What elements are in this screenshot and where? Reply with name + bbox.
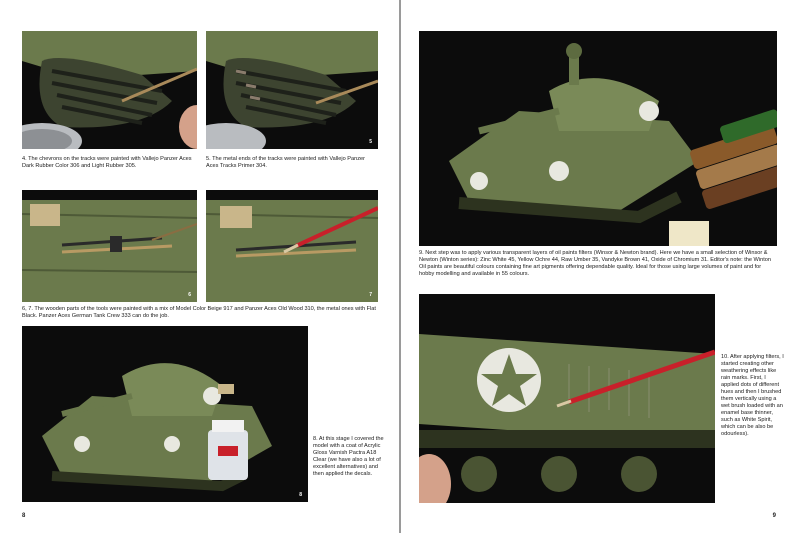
engine-deck-illustration: [206, 190, 378, 302]
caption-9: 9. Next step was to apply various transparent layers of oil paints filters (Winsor & Newton brand). Here we have a small selection of Winsor & Newton (Winton series): Zinc White 45, Yellow Ochre 44, Raw Umber 35, Vandyke Brown 41, Oxide of Chromium 31. Editor's note: the Winton Oil paints are beautiful colours containing fine art pigments offering dependable quality. Ideal for those using large volumes of paint and for hobby modelling and available in 55 colours.: [419, 250, 771, 277]
caption-8: 8. At this stage I covered the model with a coat of Acrylic Gloss Varnish Pactra A18 Clear (we have also a lot of excellent alternatives) and then applied the decals.: [313, 436, 384, 477]
caption-10: 10. After applying filters, I started creating other weathering effects like rain marks. First, I applied dots of different hues and then I brushed them vertically using a wet brush loaded with an enamel base thinner, such as White Spirit, which can be also be odourless).: [721, 354, 784, 437]
photo-number-7: 7: [369, 292, 372, 298]
tank-track-illustration: [206, 31, 378, 149]
photo-9-oil-paints: [419, 31, 777, 246]
tank-track-illustration: [22, 31, 197, 149]
photo-8-varnish: [22, 326, 308, 502]
tank-with-oil-paints-illustration: [419, 31, 777, 246]
photo-7-tools: [206, 190, 378, 302]
left-page: [0, 0, 399, 533]
page-number-right: 9: [772, 513, 776, 519]
photo-5-tracks-metal-ends: [206, 31, 378, 149]
photo-number-8: 8: [299, 492, 302, 498]
photo-6-tools: [22, 190, 197, 302]
right-page: [401, 0, 800, 533]
tank-hull-closeup-illustration: [419, 294, 715, 503]
tank-with-varnish-bottle-illustration: [22, 326, 308, 502]
caption-5: 5. The metal ends of the tracks were painted with Vallejo Panzer Aces Tracks Primer 304.: [206, 156, 365, 169]
caption-6-7: 6, 7. The wooden parts of the tools were painted with a mix of Model Color Beige 917 and Panzer Aces Old Wood 310, the metal ones with Flat Black. Panzer Aces German Tank Crew 333 can do the job.: [22, 306, 376, 319]
caption-4: 4. The chevrons on the tracks were painted with Vallejo Panzer Aces Dark Rubber Color 306 and Light Rubber 305.: [22, 156, 192, 169]
page-number-left: 8: [22, 513, 26, 519]
photo-number-5: 5: [369, 139, 372, 145]
photo-10-rain-marks: [419, 294, 715, 503]
photo-number-6: 6: [188, 292, 191, 298]
photo-4-tracks-chevrons: [22, 31, 197, 149]
engine-deck-illustration: [22, 190, 197, 302]
